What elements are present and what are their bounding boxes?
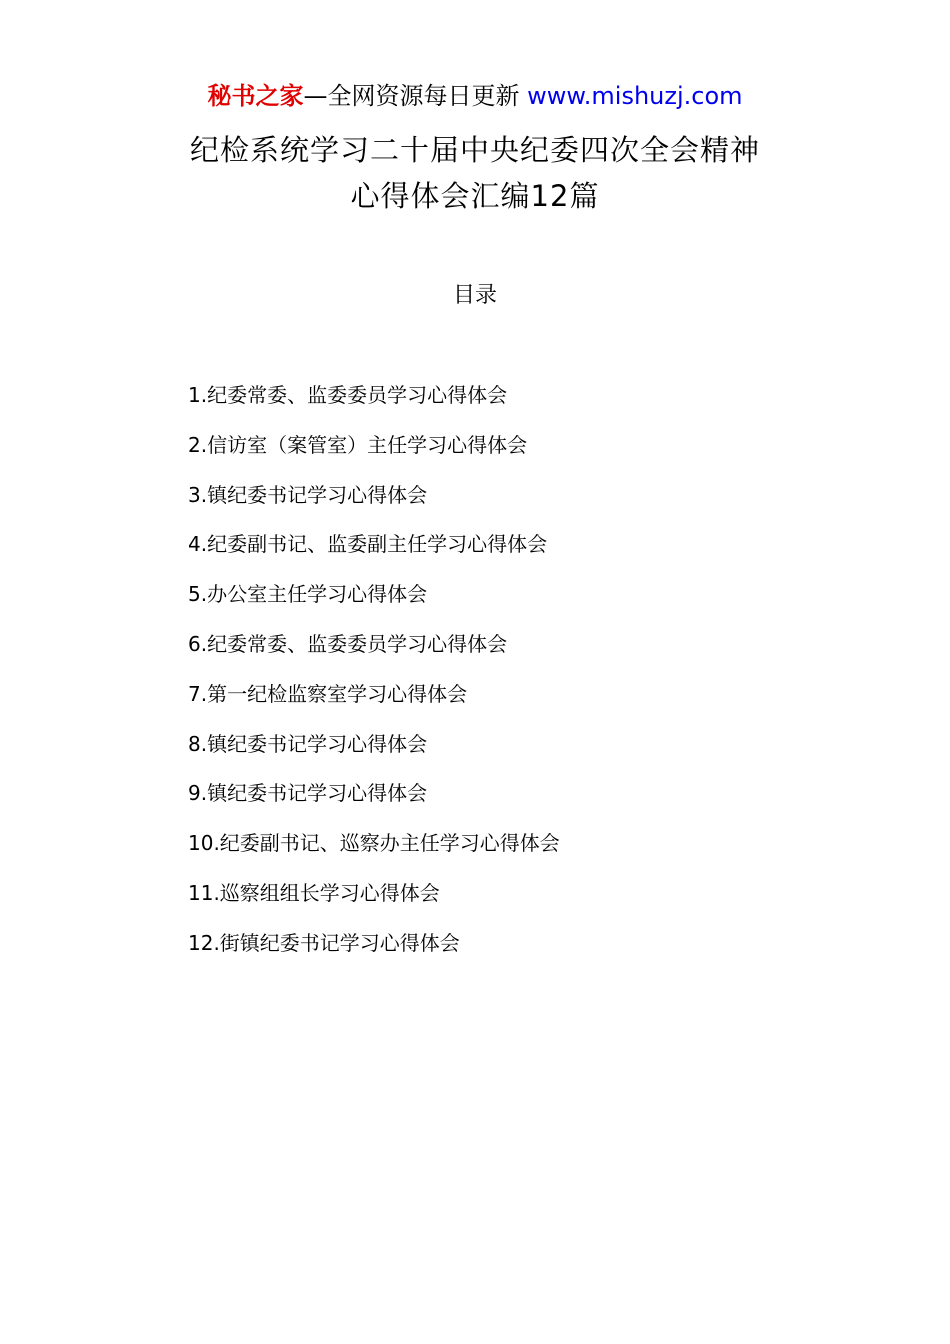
toc-item-6: 6.纪委常委、监委委员学习心得体会 <box>188 631 508 656</box>
document-title <box>0 127 950 219</box>
site-header <box>0 80 950 112</box>
toc-item-9: 9.镇纪委书记学习心得体会 <box>188 781 428 806</box>
toc-item-11: 11.巡察组组长学习心得体会 <box>188 880 440 905</box>
toc-heading: 目录 <box>452 283 497 308</box>
site-url-link[interactable]: www.mishuzj.com <box>527 82 743 110</box>
toc-item-10: 10.纪委副书记、巡察办主任学习心得体会 <box>188 831 560 856</box>
site-brand: 秘书之家 <box>207 82 304 110</box>
document-title-line-1: 纪检系统学习二十届中央纪委四次全会精神 <box>189 133 760 167</box>
toc-item-8: 8.镇纪委书记学习心得体会 <box>188 731 428 756</box>
toc-item-7: 7.第一纪检监察室学习心得体会 <box>188 681 468 706</box>
toc-item-2: 2.信访室（案管室）主任学习心得体会 <box>188 432 528 457</box>
toc-item-4: 4.纪委副书记、监委副主任学习心得体会 <box>188 532 548 557</box>
toc-list <box>188 378 560 976</box>
document-title-line-2: 心得体会汇编12篇 <box>350 179 600 213</box>
toc-item-12: 12.街镇纪委书记学习心得体会 <box>188 930 460 955</box>
site-tagline: —全网资源每日更新 <box>303 82 520 110</box>
toc-item-5: 5.办公室主任学习心得体会 <box>188 582 428 607</box>
toc-item-1: 1.纪委常委、监委委员学习心得体会 <box>188 383 508 407</box>
toc-item-3: 3.镇纪委书记学习心得体会 <box>188 482 428 507</box>
